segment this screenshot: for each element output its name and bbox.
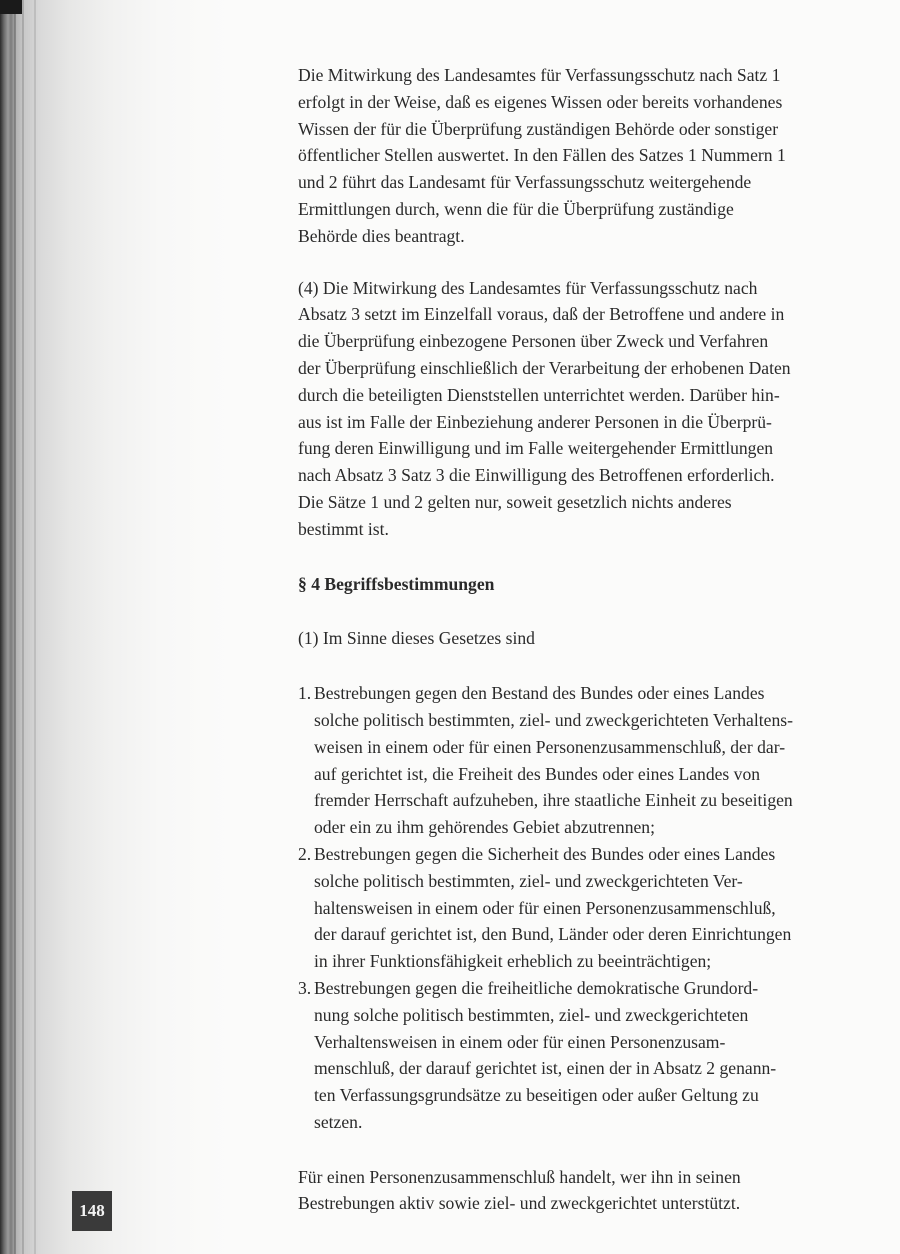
text-line: auf gerichtet ist, die Freiheit des Bundes oder eines Landes von xyxy=(314,763,761,784)
gutter-fold-line xyxy=(22,0,24,1254)
paragraph-absatz-4 xyxy=(298,275,818,543)
text-line: Die Sätze 1 und 2 gelten nur, soweit gesetzlich nichts anderes xyxy=(298,491,732,512)
list-item xyxy=(298,680,818,841)
text-line: Ermittlungen durch, wenn die für die Überprüfung zuständige xyxy=(298,198,734,219)
text-line: erfolgt in der Weise, daß es eigenes Wissen oder bereits vorhandenes xyxy=(298,91,783,112)
list-item-text xyxy=(314,841,818,975)
text-line: menschluß, der darauf gerichtet ist, einen der in Absatz 2 genann- xyxy=(314,1058,777,1079)
text-line: fung deren Einwilligung und im Falle weitergehender Ermittlungen xyxy=(298,438,774,459)
text-line: in ihrer Funktionsfähigkeit erheblich zu beeinträchtigen; xyxy=(314,951,712,972)
list-item-number: 1. xyxy=(298,683,312,704)
text-line: Behörde dies beantragt. xyxy=(298,225,465,246)
paragraph-spacer xyxy=(298,250,818,275)
text-line: Die Mitwirkung des Landesamtes für Verfassungsschutz nach Satz 1 xyxy=(298,65,781,85)
paragraph-mitwirkung xyxy=(298,62,818,250)
definition-list xyxy=(298,680,818,1136)
text-line: Bestrebungen aktiv sowie ziel- und zweckgerichtet unterstützt. xyxy=(298,1193,741,1214)
text-line: bestimmt ist. xyxy=(298,518,389,539)
list-item xyxy=(298,841,818,975)
scan-corner-mark xyxy=(0,0,22,14)
list-item-text xyxy=(314,975,818,1136)
text-line: öffentlicher Stellen auswertet. In den Fällen des Satzes 1 Nummern 1 xyxy=(298,145,786,166)
list-item-number: 2. xyxy=(298,843,312,864)
section-heading: § 4 Begriffsbestimmungen xyxy=(298,573,495,594)
paragraph-spacer xyxy=(298,597,818,625)
text-line: weisen in einem oder für einen Personenzusammenschluß, der dar- xyxy=(314,736,786,757)
gutter-fold-line xyxy=(34,0,36,1254)
text-line: der Überprüfung einschließlich der Verarbeitung der erhobenen Daten xyxy=(298,357,791,378)
text-line: solche politisch bestimmten, ziel- und zweckgerichteten Ver- xyxy=(314,870,743,891)
text-line: ten Verfassungsgrundsätze zu beseitigen oder außer Geltung zu xyxy=(314,1085,759,1106)
page-number: 148 xyxy=(72,1191,112,1231)
text-line: haltensweisen in einem oder für einen Personenzusammenschluß, xyxy=(314,897,776,918)
text-line: oder ein zu ihm gehörendes Gebiet abzutrennen; xyxy=(314,817,655,838)
text-line: und 2 führt das Landesamt für Verfassungsschutz weitergehende xyxy=(298,172,752,193)
gutter-fold-line xyxy=(14,0,16,1254)
paragraph-spacer xyxy=(298,543,818,571)
list-item xyxy=(298,975,818,1136)
list-item-text xyxy=(314,680,818,841)
text-line: setzen. xyxy=(314,1111,363,1132)
text-line: (4) Die Mitwirkung des Landesamtes für Verfassungsschutz nach xyxy=(298,277,758,298)
text-line: der darauf gerichtet ist, den Bund, Länder oder deren Einrichtungen xyxy=(314,924,792,945)
text-line: aus ist im Falle der Einbeziehung anderer Personen in die Überprü- xyxy=(298,411,772,432)
paragraph-closing xyxy=(298,1164,818,1218)
text-line: die Überprüfung einbezogene Personen über Zweck und Verfahren xyxy=(298,331,769,352)
text-line: durch die beteiligten Dienststellen unterrichtet werden. Darüber hin- xyxy=(298,384,780,405)
text-line: Absatz 3 setzt im Einzelfall voraus, daß der Betroffene und andere in xyxy=(298,304,785,325)
text-line: Bestrebungen gegen die freiheitliche demokratische Grundord- xyxy=(314,977,759,998)
list-item-number: 3. xyxy=(298,977,312,998)
paragraph-spacer xyxy=(298,1136,818,1164)
text-line: nach Absatz 3 Satz 3 die Einwilligung des Betroffenen erforderlich. xyxy=(298,465,775,486)
text-line: Bestrebungen gegen die Sicherheit des Bundes oder eines Landes xyxy=(314,843,776,864)
intro-line: (1) Im Sinne dieses Gesetzes sind xyxy=(298,628,535,649)
text-line: Verhaltensweisen in einem oder für einen Personenzusam- xyxy=(314,1031,726,1052)
text-line: fremder Herrschaft aufzuheben, ihre staatliche Einheit zu beseitigen xyxy=(314,790,793,811)
text-line: Wissen der für die Überprüfung zuständigen Behörde oder sonstiger xyxy=(298,118,779,139)
text-line: Bestrebungen gegen den Bestand des Bundes oder eines Landes xyxy=(314,683,765,704)
paragraph-spacer xyxy=(298,652,818,680)
text-line: nung solche politisch bestimmten, ziel- und zweckgerichteten xyxy=(314,1004,749,1025)
text-line: solche politisch bestimmten, ziel- und zweckgerichteten Verhaltens- xyxy=(314,709,793,730)
text-line: Für einen Personenzusammenschluß handelt, wer ihn in seinen xyxy=(298,1166,741,1187)
document-body xyxy=(298,62,818,1217)
